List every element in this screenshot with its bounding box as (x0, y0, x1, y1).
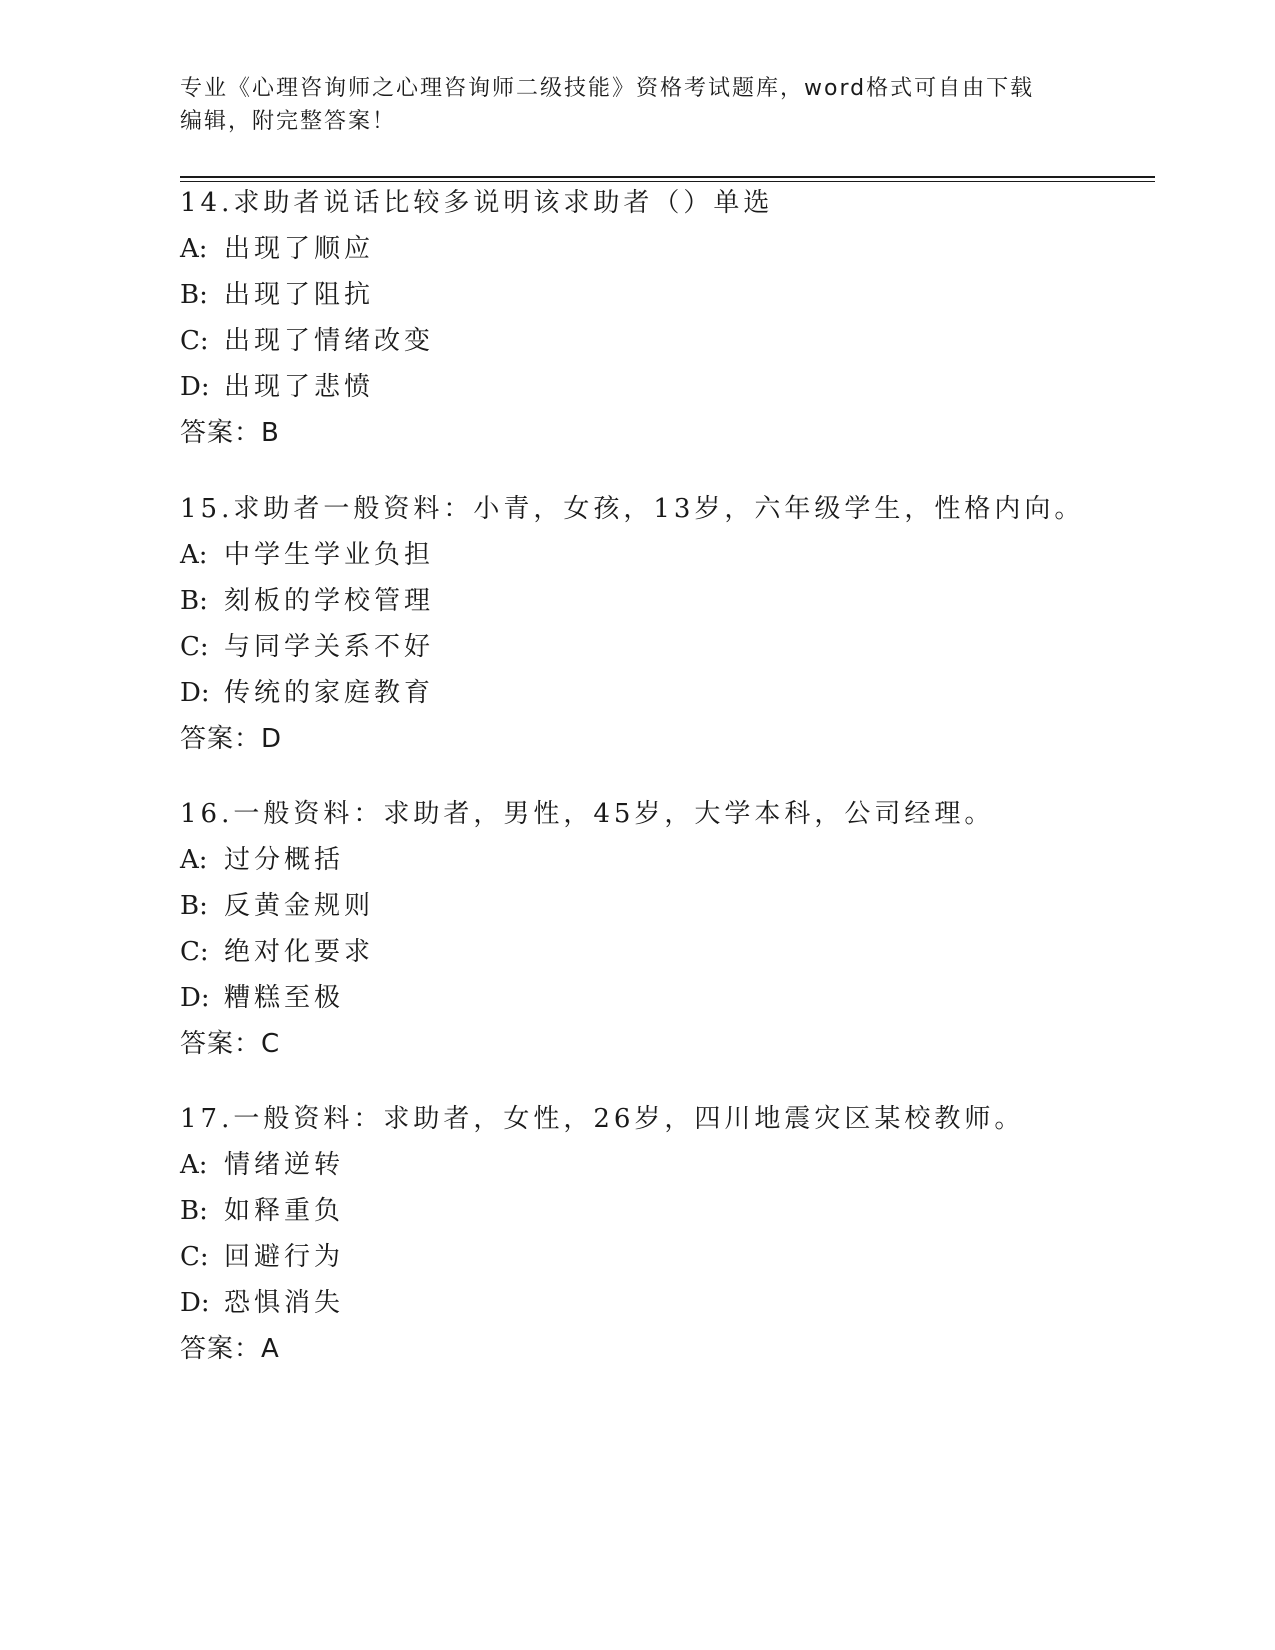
option-letter: B: (180, 586, 208, 616)
option-letter: D: (180, 983, 210, 1013)
option-letter: D: (180, 1288, 210, 1318)
question-16 (180, 791, 1140, 1067)
option-letter: B: (180, 891, 208, 921)
option-d (180, 364, 1140, 410)
header-divider-thick (180, 176, 1155, 178)
option-letter: B: (180, 1196, 208, 1226)
option-text: 中学生学业负担 (224, 540, 435, 570)
option-text: 糟糕至极 (224, 983, 345, 1013)
option-b (180, 883, 1140, 929)
question-stem: 14.求助者说话比较多说明该求助者（）单选 (180, 188, 774, 218)
header-line-2: 编辑，附完整答案！ (180, 109, 397, 134)
option-text: 情绪逆转 (224, 1150, 345, 1180)
question-stem: 17.一般资料：求助者，女性，26岁，四川地震灾区某校教师。 (180, 1104, 1025, 1134)
option-text: 出现了情绪改变 (224, 326, 435, 356)
option-c (180, 624, 1140, 670)
option-b (180, 272, 1140, 318)
option-text: 回避行为 (224, 1242, 345, 1272)
answer: 答案：D (180, 724, 283, 754)
option-letter: D: (180, 678, 210, 708)
option-c (180, 318, 1140, 364)
option-b (180, 1188, 1140, 1234)
option-letter: A: (180, 234, 208, 264)
option-letter: B: (180, 280, 208, 310)
option-a (180, 532, 1140, 578)
option-text: 过分概括 (224, 845, 345, 875)
option-text: 反黄金规则 (224, 891, 375, 921)
option-text: 出现了阻抗 (224, 280, 375, 310)
document-header (180, 72, 1080, 138)
option-letter: A: (180, 1150, 208, 1180)
option-text: 出现了顺应 (224, 234, 375, 264)
option-a (180, 226, 1140, 272)
option-letter: C: (180, 1242, 209, 1272)
option-letter: C: (180, 937, 209, 967)
option-c (180, 1234, 1140, 1280)
question-15 (180, 486, 1140, 762)
header-line-1: 专业《心理咨询师之心理咨询师二级技能》资格考试题库，word格式可自由下载 (180, 76, 1035, 101)
option-a (180, 1142, 1140, 1188)
option-letter: A: (180, 540, 208, 570)
answer: 答案：B (180, 418, 280, 448)
option-a (180, 837, 1140, 883)
question-17 (180, 1096, 1140, 1372)
option-text: 绝对化要求 (224, 937, 375, 967)
option-letter: A: (180, 845, 208, 875)
option-text: 刻板的学校管理 (224, 586, 435, 616)
answer: 答案：C (180, 1029, 281, 1059)
option-text: 如释重负 (224, 1196, 345, 1226)
question-14 (180, 180, 1140, 456)
option-d (180, 1280, 1140, 1326)
option-text: 与同学关系不好 (224, 632, 435, 662)
answer: 答案：A (180, 1334, 280, 1364)
question-stem: 15.求助者一般资料：小青，女孩，13岁，六年级学生，性格内向。 (180, 494, 1085, 524)
option-text: 传统的家庭教育 (224, 678, 435, 708)
option-d (180, 670, 1140, 716)
option-letter: C: (180, 632, 209, 662)
question-stem: 16.一般资料：求助者，男性，45岁，大学本科，公司经理。 (180, 799, 995, 829)
option-letter: D: (180, 372, 210, 402)
option-text: 出现了悲愤 (224, 372, 375, 402)
option-c (180, 929, 1140, 975)
option-letter: C: (180, 326, 209, 356)
option-d (180, 975, 1140, 1021)
option-b (180, 578, 1140, 624)
option-text: 恐惧消失 (224, 1288, 345, 1318)
